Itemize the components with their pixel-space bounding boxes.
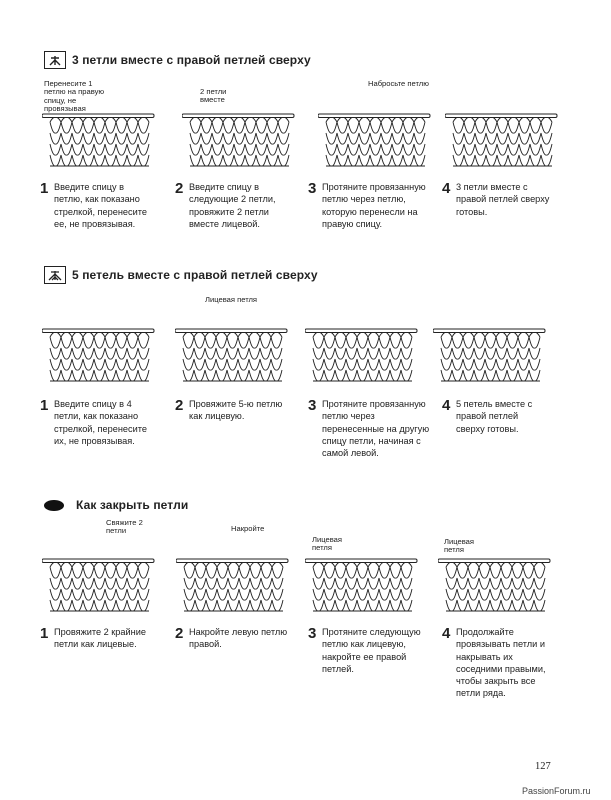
step [442, 181, 567, 218]
step [40, 626, 165, 651]
step [308, 398, 433, 459]
section-title: 5 петель вместе с правой петлей сверху [72, 268, 318, 282]
section-title: 3 петли вместе с правой петлей сверху [72, 53, 311, 67]
illustration [176, 525, 306, 625]
illustration [445, 80, 575, 180]
step-number: 3 [308, 180, 317, 197]
step-number: 3 [308, 625, 317, 642]
illustration [318, 80, 448, 180]
step [175, 181, 300, 230]
section-header [44, 51, 311, 69]
illustration [42, 295, 172, 395]
step-number: 1 [40, 397, 49, 414]
annotation: Свяжите 2 петли [106, 518, 143, 536]
section-header [44, 266, 318, 284]
step-text: Провяжите 5-ю петлю как лицевую. [189, 399, 283, 422]
step [175, 398, 300, 423]
step-text: Протяните провязанную петлю через петлю, которую перенесли на правую спицу. [322, 182, 426, 229]
step-text: Протяните провязанную петлю через перенесенные на другую спицу петли, начиная с самой левой. [322, 399, 430, 459]
step [442, 626, 567, 700]
bind-off-icon [44, 500, 64, 511]
step-number: 1 [40, 180, 49, 197]
decrease-3-right-icon [44, 51, 66, 69]
section-title: Как закрыть петли [76, 498, 189, 512]
step-number: 2 [175, 397, 184, 414]
step-number: 1 [40, 625, 49, 642]
decrease-5-right-icon [44, 266, 66, 284]
step-text: 5 петель вместе с правой петлей сверху готовы. [456, 399, 533, 434]
step-text: Протяните следующую петлю как лицевую, накройте ее правой петлей. [322, 627, 421, 674]
step-text: 3 петли вместе с правой петлей сверху готовы. [456, 182, 550, 217]
step-text: Накройте левую петлю правой. [189, 627, 288, 650]
annotation: Перенесите 1 петлю на правую спицу, не провязывая [44, 79, 105, 114]
annotation: Накройте [231, 524, 265, 533]
watermark: PassionForum.ru [522, 786, 591, 796]
annotation: 2 петли вместе [200, 87, 227, 105]
illustration [175, 295, 305, 395]
annotation: Лицевая петля [205, 295, 258, 304]
step-number: 4 [442, 625, 451, 642]
step-number: 3 [308, 397, 317, 414]
step-number: 2 [175, 180, 184, 197]
step-text: Продолжайте провязывать петли и накрывать их соседними правыми, чтобы закрыть все петли ряда. [456, 627, 546, 699]
annotation: Набросьте петлю [368, 79, 429, 88]
step-text: Введите спицу в следующие 2 петли, провяжите 2 петли вместе лицевой. [189, 182, 276, 229]
step [442, 398, 567, 435]
step-text: Введите спицу в 4 петли, как показано стрелкой, перенесите их, не провязывая. [54, 399, 147, 446]
step [308, 626, 433, 675]
step-text: Провяжите 2 крайние петли как лицевые. [54, 627, 146, 650]
step [308, 181, 433, 230]
section-header [44, 498, 188, 512]
step [40, 181, 165, 230]
annotation: Лицевая петля [444, 537, 474, 555]
step-number: 4 [442, 397, 451, 414]
step [175, 626, 300, 651]
step [40, 398, 165, 447]
step-number: 2 [175, 625, 184, 642]
step-text: Введите спицу в петлю, как показано стрелкой, перенесите ее, не провязывая. [54, 182, 147, 229]
step-number: 4 [442, 180, 451, 197]
annotation: Лицевая петля [312, 535, 342, 553]
illustration [305, 295, 435, 395]
page-number: 127 [535, 761, 551, 772]
illustration [433, 295, 563, 395]
illustration [42, 525, 172, 625]
